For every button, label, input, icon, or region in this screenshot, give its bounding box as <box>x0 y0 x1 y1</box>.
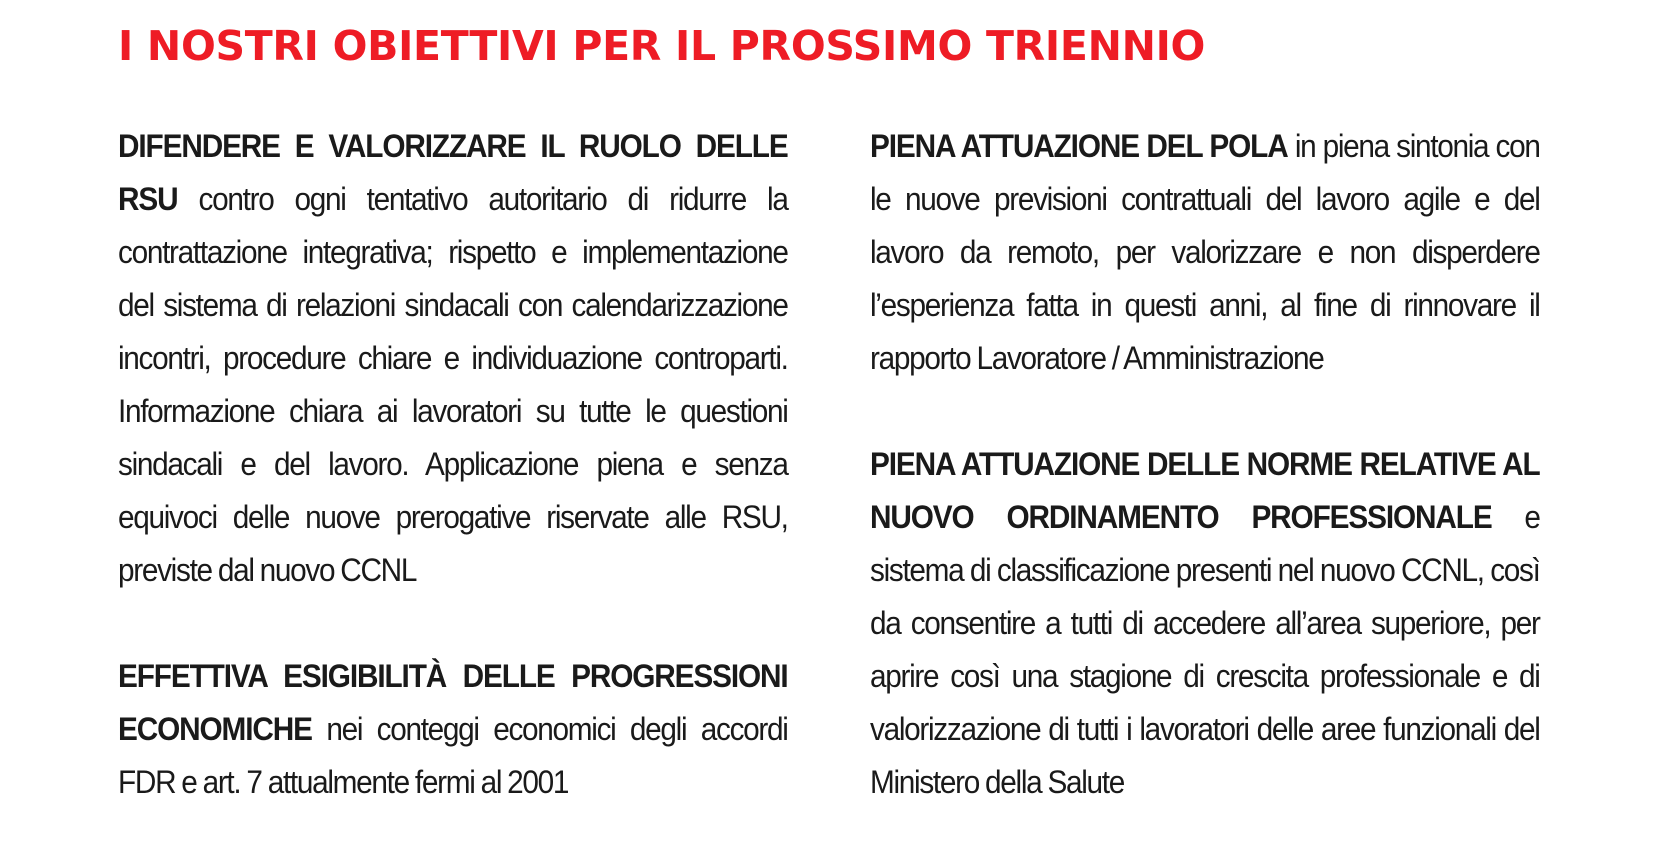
right-column <box>870 120 1540 809</box>
objective-heading: EFFETTIVA ESIGIBILITÀ DELLE PROGRESSIONI ECONOMICHE <box>118 658 788 747</box>
objective-body: e sistema di classificazione presenti nel nuovo CCNL, così da consentire a tutti di accedere all’area superiore, per aprire così una stagione di crescita professionale e di valorizzazione di tutti i lavoratori delle aree funzionali del Ministero della Salute <box>870 499 1540 800</box>
left-column <box>118 120 788 809</box>
objective-rsu <box>118 120 788 597</box>
objective-progressioni <box>118 650 788 809</box>
objective-body: in piena sintonia con le nuove previsioni contrattuali del lavoro agile e del lavoro da remoto, per valorizzare e non disperdere l’esperienza fatta in questi anni, al fine di rinnovare il rapporto Lavoratore / Amministrazione <box>870 128 1540 376</box>
objective-heading: PIENA ATTUAZIONE DEL POLA <box>870 128 1288 164</box>
objective-heading: PIENA ATTUAZIONE DELLE NORME RELATIVE AL NUOVO ORDINAMENTO PROFESSIONALE <box>870 446 1540 535</box>
objective-body: nei conteggi economici degli accordi FDR e art. 7 attualmente fermi al 2001 <box>118 711 788 800</box>
objective-ordinamento <box>870 438 1540 809</box>
page-title: I NOSTRI OBIETTIVI PER IL PROSSIMO TRIENNIO <box>118 22 1206 70</box>
objective-heading: DIFENDERE E VALORIZZARE IL RUOLO DELLE RSU <box>118 128 788 217</box>
objective-body: contro ogni tentativo autoritario di ridurre la contrattazione integrativa; rispetto e implementazione del sistema di relazioni sindacali con calendarizzazione incontri, procedure chiare e individuazione controparti. Informazione chiara ai lavoratori su tutte le questioni sindacali e del lavoro. Applicazione piena e senza equivoci delle nuove prerogative riservate alle RSU, previste dal nuovo CCNL <box>118 181 788 588</box>
objective-pola <box>870 120 1540 385</box>
